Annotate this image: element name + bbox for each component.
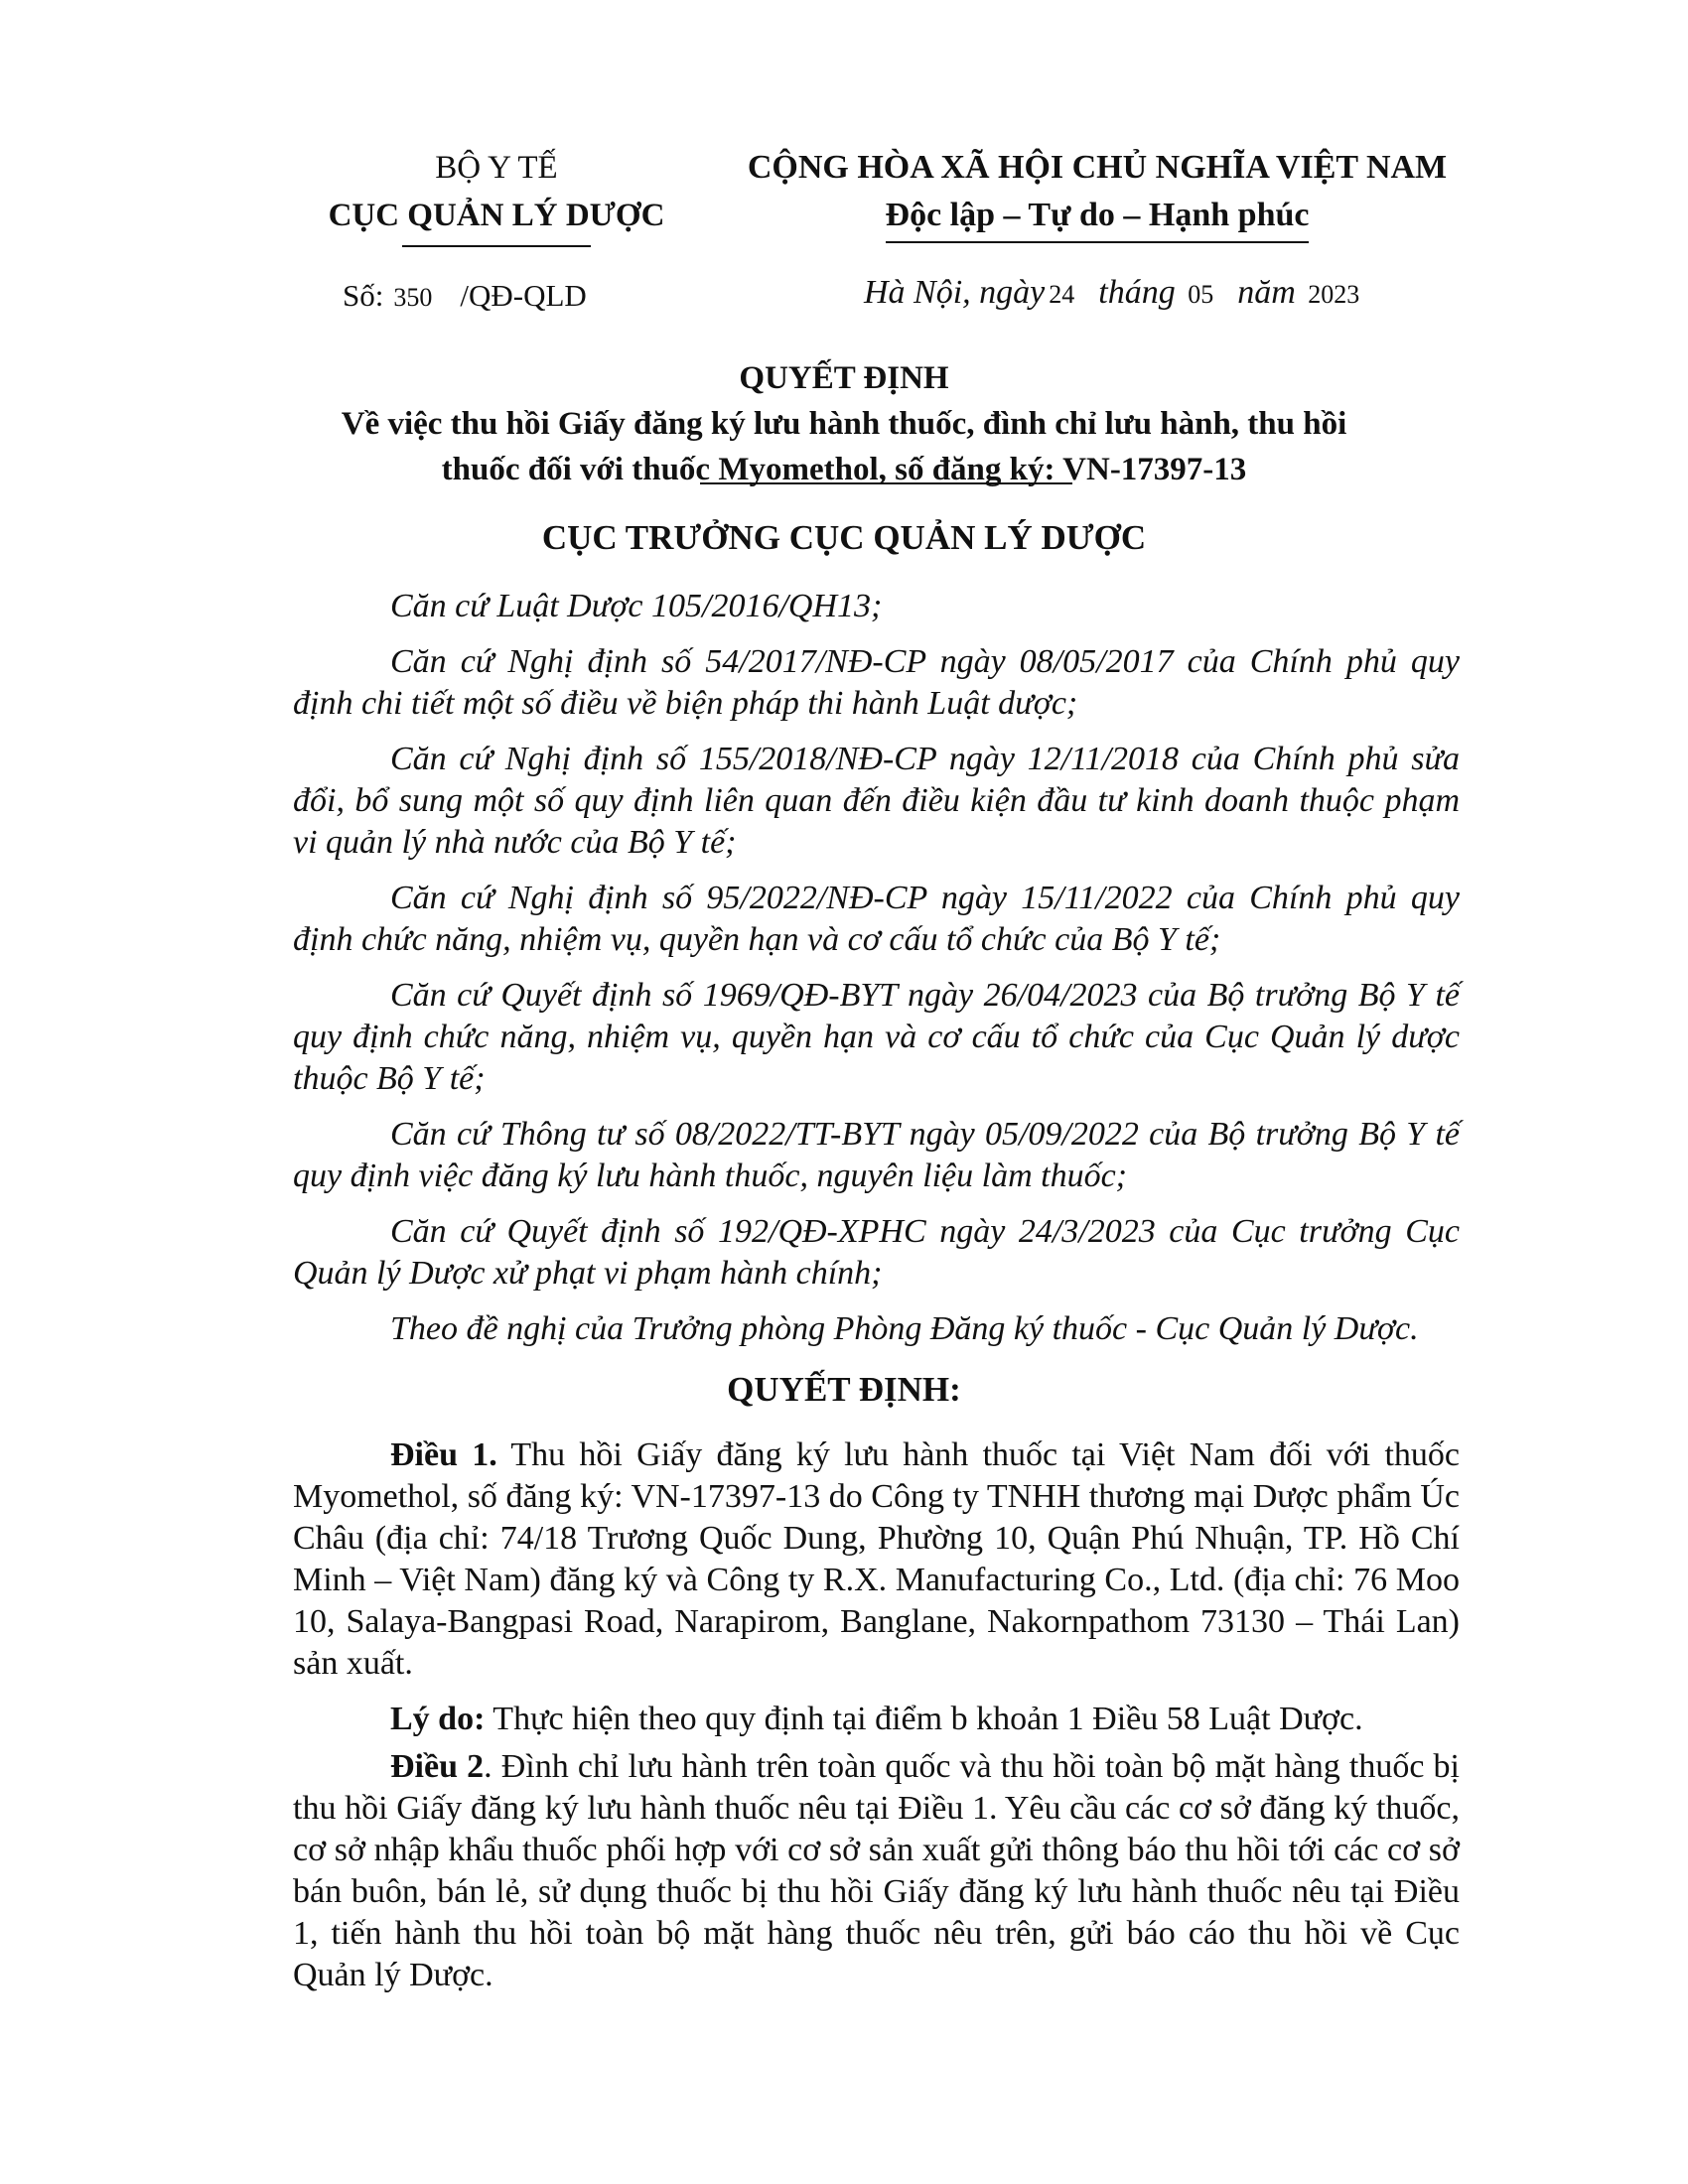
date-month-label: tháng bbox=[1098, 274, 1176, 311]
article-2 bbox=[293, 1746, 1460, 1996]
date-month: 05 bbox=[1188, 280, 1214, 309]
decision-heading: QUYẾT ĐỊNH: bbox=[727, 1370, 961, 1409]
basis-item: Căn cứ Nghị định số 155/2018/NĐ-CP ngày 12/11/2018 của Chính phủ sửa đổi, bổ sung một số quy định liên quan đến điều kiện đầu tư kinh doanh thuộc phạm vi quản lý nhà nước của Bộ Y tế; bbox=[293, 741, 1460, 861]
document-date bbox=[864, 274, 1359, 312]
basis-item: Căn cứ Quyết định số 1969/QĐ-BYT ngày 26/04/2023 của Bộ trưởng Bộ Y tế quy định chức năng, nhiệm vụ, quyền hạn và cơ cấu tổ chức của Cục Quản lý dược thuộc Bộ Y tế; bbox=[293, 977, 1460, 1097]
date-year-label: năm bbox=[1237, 274, 1296, 311]
title-line-1: Về việc thu hồi Giấy đăng ký lưu hành thuốc, đình chỉ lưu hành, thu hồi bbox=[341, 406, 1347, 442]
title-line-2: thuốc đối với thuốc Myomethol, số đăng ký: VN-17397-13 bbox=[441, 452, 1247, 487]
date-year: 2023 bbox=[1308, 280, 1360, 309]
basis-item: Theo đề nghị của Trưởng phòng Phòng Đăng ký thuốc - Cục Quản lý Dược. bbox=[390, 1310, 1419, 1347]
basis-item: Căn cứ Quyết định số 192/QĐ-XPHC ngày 24/3/2023 của Cục trưởng Cục Quản lý Dược xử phạt vi phạm hành chính; bbox=[293, 1213, 1460, 1292]
date-day: 24 bbox=[1049, 280, 1075, 309]
basis-item: Căn cứ Thông tư số 08/2022/TT-BYT ngày 05/09/2022 của Bộ trưởng Bộ Y tế quy định việc đăng ký lưu hành thuốc, nguyên liệu làm thuốc; bbox=[293, 1116, 1460, 1194]
authority-heading: CỤC TRƯỞNG CỤC QUẢN LÝ DƯỢC bbox=[541, 518, 1147, 557]
ministry-name: BỘ Y TẾ bbox=[435, 150, 558, 186]
articles-section bbox=[293, 1434, 1460, 2010]
doc-number-value: 350 bbox=[393, 283, 433, 312]
republic-name: CỘNG HÒA XÃ HỘI CHỦ NGHĨA VIỆT NAM bbox=[747, 149, 1448, 186]
title-heading: QUYẾT ĐỊNH bbox=[739, 360, 949, 396]
reason-text: Thực hiện theo quy định tại điểm b khoản 1 Điều 58 Luật Dược. bbox=[485, 1701, 1363, 1737]
doc-number-prefix: Số: bbox=[343, 278, 384, 313]
national-title-block bbox=[735, 144, 1460, 243]
article-2-text: . Đình chỉ lưu hành trên toàn quốc và thu hồi toàn bộ mặt hàng thuốc bị thu hồi Giấy đăng ký lưu hành thuốc nêu tại Điều 1. Yêu cầu các cơ sở đăng ký thuốc, cơ sở nhập khẩu thuốc phối hợp với cơ sở sản xuất gửi thông báo thu hồi tới các cơ sở bán buôn, bán lẻ, sử dụng thuốc bị thu hồi Giấy đăng ký lưu hành thuốc nêu tại Điều 1, tiến hành thu hồi toàn bộ mặt hàng thuốc nêu trên, gửi báo cáo thu hồi về Cục Quản lý Dược. bbox=[293, 1748, 1461, 1993]
basis-item: Căn cứ Nghị định số 95/2022/NĐ-CP ngày 15/11/2022 của Chính phủ quy định chức năng, nhiệm vụ, quyền hạn và cơ cấu tổ chức của Bộ Y tế; bbox=[293, 880, 1460, 958]
basis-item: Căn cứ Luật Dược 105/2016/QH13; bbox=[390, 588, 883, 624]
national-motto: Độc lập – Tự do – Hạnh phúc bbox=[886, 192, 1310, 243]
article-1 bbox=[293, 1434, 1460, 1685]
agency-underline bbox=[402, 245, 591, 247]
reason-label: Lý do: bbox=[390, 1701, 486, 1737]
document-number bbox=[343, 278, 587, 314]
basis-item: Căn cứ Nghị định số 54/2017/NĐ-CP ngày 08/05/2017 của Chính phủ quy định chi tiết một số điều về biện pháp thi hành Luật dược; bbox=[293, 643, 1460, 722]
date-place: Hà Nội, ngày bbox=[864, 274, 1046, 311]
article-2-label: Điều 2 bbox=[390, 1748, 485, 1785]
issuing-authority-block bbox=[308, 144, 685, 247]
legal-basis-list bbox=[293, 586, 1460, 1364]
article-1-label: Điều 1. bbox=[390, 1436, 497, 1473]
agency-name: CỤC QUẢN LÝ DƯỢC bbox=[328, 198, 665, 233]
reason bbox=[293, 1699, 1460, 1740]
article-1-text: Thu hồi Giấy đăng ký lưu hành thuốc tại Việt Nam đối với thuốc Myomethol, số đăng ký: VN-17397-13 do Công ty TNHH thương mại Dược phẩm Úc Châu (địa chỉ: 74/18 Trương Quốc Dung, Phường 10, Quận Phú Nhuận, TP. Hồ Chí Minh – Việt Nam) đăng ký và Công ty R.X. Manufacturing Co., Ltd. (địa chỉ: 76 Moo 10, Salaya-Bangpasi Road, Narapirom, Banglane, Nakornpathom 73130 – Thái Lan) sản xuất. bbox=[293, 1436, 1461, 1682]
decision-title bbox=[248, 355, 1440, 492]
title-underline bbox=[700, 482, 1072, 484]
doc-number-suffix: /QĐ-QLD bbox=[460, 278, 587, 313]
